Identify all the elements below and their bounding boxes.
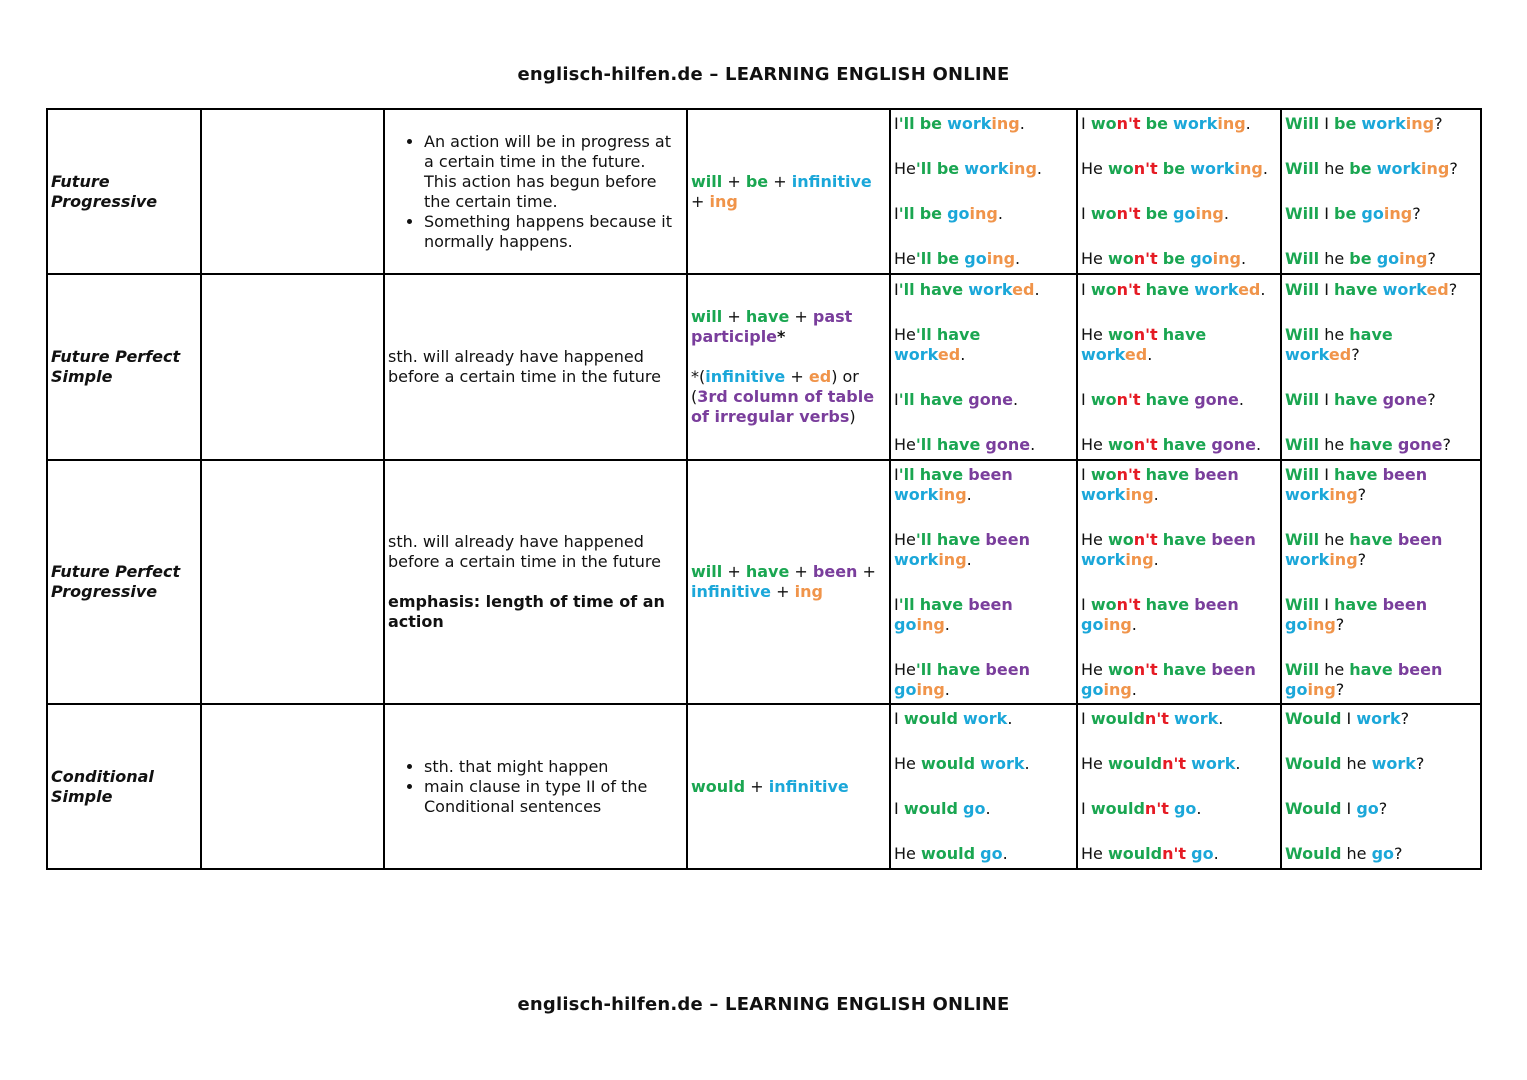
example-line: I won't have been going. (1081, 594, 1239, 634)
question-cell (1281, 460, 1481, 704)
example-line: I won't have worked. (1081, 279, 1266, 299)
example-line: Will he have gone? (1285, 434, 1452, 454)
table-row (47, 704, 1481, 869)
example-line: He'll have been working. (894, 529, 1030, 569)
example-line: I won't have been working. (1081, 464, 1239, 504)
form-cell (687, 109, 890, 274)
usage-cell (384, 704, 687, 869)
form-token: be (745, 171, 769, 191)
question-cell (1281, 109, 1481, 274)
usage-emphasis: emphasis: length of time of an action (388, 592, 665, 631)
empty-cell (201, 109, 384, 274)
example-line: Will I have worked? (1285, 279, 1458, 299)
example-line: He'll have gone. (894, 434, 1036, 454)
example-line: I'll have gone. (894, 389, 1019, 409)
example-line: He won't have gone. (1081, 434, 1262, 454)
usage-cell (384, 460, 687, 704)
example-line: He won't be working. (1081, 159, 1268, 178)
example-line: I'll have worked. (894, 279, 1040, 299)
form-token: + (727, 171, 741, 191)
example-line: He won't have been going. (1081, 659, 1256, 699)
table-row (47, 274, 1481, 460)
tense-name: Future Perfect Simple (47, 274, 201, 460)
question-cell (1281, 704, 1481, 869)
form-token: + (691, 191, 705, 211)
example-line: I'll be going. (894, 204, 1003, 223)
empty-cell (201, 460, 384, 704)
example-line: Will he have been going? (1285, 659, 1443, 699)
negative-cell (1077, 109, 1281, 274)
tense-table (46, 108, 1482, 870)
example-line: Would I go? (1285, 799, 1388, 818)
form-token: + (773, 171, 787, 191)
example-line: Will he be working? (1285, 159, 1458, 178)
example-line: He would work. (894, 754, 1030, 773)
example-line: I wouldn't work. (1081, 709, 1224, 728)
example-line: He'll be working. (894, 159, 1042, 178)
usage-cell (384, 109, 687, 274)
example-line: Will I have been working? (1285, 464, 1428, 504)
form-token: infinitive (791, 171, 872, 191)
example-line: He won't be going. (1081, 249, 1247, 268)
tense-name: Conditional Simple (47, 704, 201, 869)
form-token: ing (709, 191, 738, 211)
example-line: I won't be going. (1081, 204, 1229, 223)
example-line: Would he work? (1285, 754, 1425, 773)
example-line: Will he have been working? (1285, 529, 1443, 569)
example-line: He won't have been working. (1081, 529, 1256, 569)
example-line: Will I have gone? (1285, 389, 1436, 409)
example-line: Will I be working? (1285, 114, 1443, 133)
example-line: He'll be going. (894, 249, 1021, 268)
negative-cell (1077, 704, 1281, 869)
example-line: I won't have gone. (1081, 389, 1244, 409)
example-line: I'll have been working. (894, 464, 1013, 504)
usage-bullet: • main clause in type II of the Conditional sentences (424, 777, 683, 817)
usage-text: sth. will already have happened before a certain time in the future (388, 532, 661, 571)
example-line: Will I be going? (1285, 204, 1421, 223)
example-line: I wouldn't go. (1081, 799, 1202, 818)
example-line: I won't be working. (1081, 114, 1251, 133)
empty-cell (201, 704, 384, 869)
affirmative-cell (890, 274, 1077, 460)
usage-cell: sth. will already have happened before a certain time in the future (384, 274, 687, 460)
usage-list (388, 132, 683, 252)
example-line: Would he go? (1285, 844, 1403, 863)
negative-cell (1077, 460, 1281, 704)
tense-name: Future Perfect Progressive (47, 460, 201, 704)
example-line: I would work. (894, 709, 1013, 728)
page-footer: englisch-hilfen.de – LEARNING ENGLISH ONLINE (517, 994, 1010, 1015)
example-line: He won't have worked. (1081, 324, 1207, 364)
example-line: Will he have worked? (1285, 324, 1393, 364)
question-cell (1281, 274, 1481, 460)
example-line: He wouldn't work. (1081, 754, 1241, 773)
affirmative-cell (890, 460, 1077, 704)
usage-bullet: • Something happens because it normally happens. (424, 212, 683, 252)
example-line: He'll have been going. (894, 659, 1030, 699)
example-line: He'll have worked. (894, 324, 981, 364)
empty-cell (201, 274, 384, 460)
form-cell: will + have + been + infinitive + ing (687, 460, 890, 704)
affirmative-cell (890, 704, 1077, 869)
page-header: englisch-hilfen.de – LEARNING ENGLISH ONLINE (517, 64, 1010, 85)
example-line: Would I work? (1285, 709, 1410, 728)
example-line: Will he be going? (1285, 249, 1436, 268)
form-token: will (691, 171, 723, 191)
example-line: He would go. (894, 844, 1008, 863)
form-cell: will + have + past participle* *(infinitive + ed) or (3rd column of table of irregular verbs) (687, 274, 890, 460)
negative-cell (1077, 274, 1281, 460)
example-line: He wouldn't go. (1081, 844, 1219, 863)
usage-list (388, 757, 683, 817)
usage-bullet: • An action will be in progress at a certain time in the future. This action has begun before the certain time. (424, 132, 683, 212)
example-line: I would go. (894, 799, 991, 818)
table-row (47, 460, 1481, 704)
table-row (47, 109, 1481, 274)
example-line: Will I have been going? (1285, 594, 1428, 634)
tense-name: Future Progressive (47, 109, 201, 274)
affirmative-cell (890, 109, 1077, 274)
form-cell: would + infinitive (687, 704, 890, 869)
usage-bullet: • sth. that might happen (424, 757, 683, 777)
example-line: I'll have been going. (894, 594, 1013, 634)
example-line: I'll be working. (894, 114, 1025, 133)
